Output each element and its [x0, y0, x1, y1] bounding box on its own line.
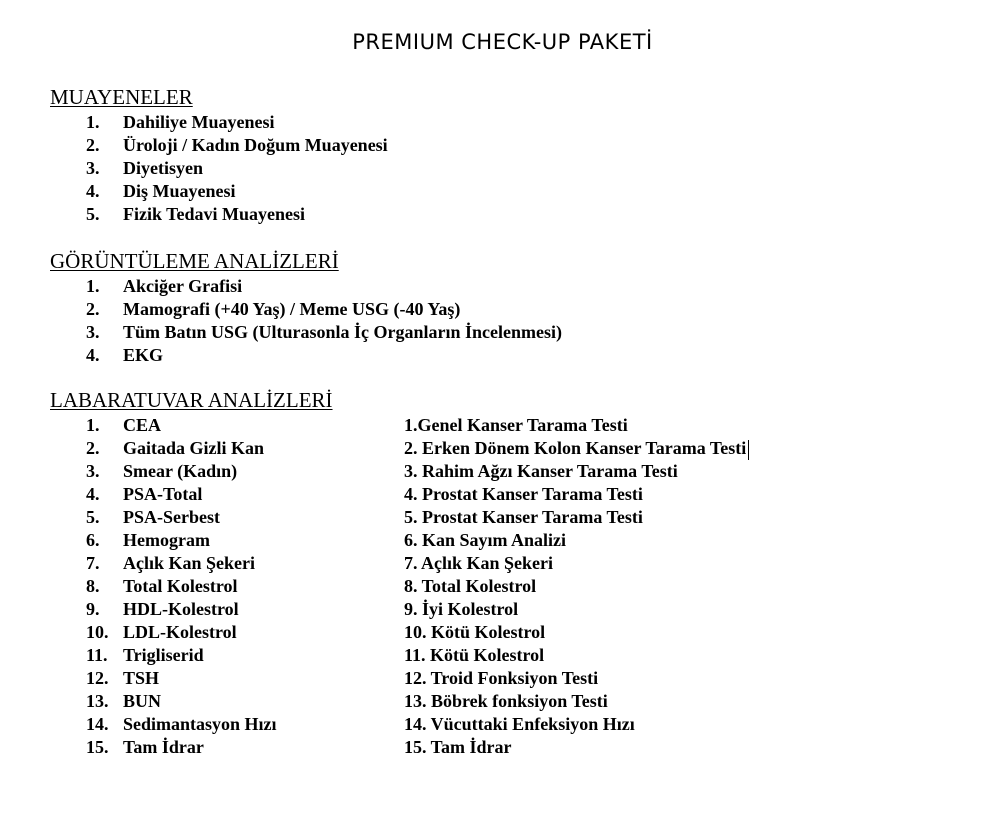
list-item	[86, 598, 277, 621]
list-item	[86, 552, 277, 575]
item-number: 2.	[86, 135, 100, 155]
list-item	[86, 667, 277, 690]
list-item	[86, 344, 562, 367]
item-text: Gaitada Gizli Kan	[123, 438, 265, 458]
item-number: 2.	[86, 299, 100, 319]
list-item	[86, 414, 277, 437]
item-text: HDL-Kolestrol	[123, 599, 239, 619]
item-text: Hemogram	[123, 530, 210, 550]
list-item	[86, 203, 388, 226]
list-item	[86, 575, 277, 598]
list-item	[86, 437, 277, 460]
item-number: 7.	[86, 553, 100, 573]
item-text: Fizik Tedavi Muayenesi	[123, 204, 306, 224]
section-heading-laboratuvar: LABARATUVAR ANALİZLERİ	[50, 388, 333, 412]
item-text: Smear (Kadın)	[123, 461, 238, 481]
item-text: Akciğer Grafisi	[123, 276, 243, 296]
description-item: 10. Kötü Kolestrol	[404, 622, 546, 642]
item-number: 3.	[86, 158, 100, 178]
list-item	[86, 483, 277, 506]
item-number: 4.	[86, 181, 100, 201]
page-title: PREMIUM CHECK-UP PAKETİ	[352, 30, 653, 54]
item-number: 12.	[86, 668, 109, 688]
item-text: Dahiliye Muayenesi	[123, 112, 275, 132]
item-number: 2.	[86, 438, 100, 458]
list-item	[86, 180, 388, 203]
item-number: 1.	[86, 276, 100, 296]
item-text: Mamografi (+40 Yaş) / Meme USG (-40 Yaş)	[123, 299, 461, 319]
item-text: Diş Muayenesi	[123, 181, 236, 201]
section-heading-goruntuleme: GÖRÜNTÜLEME ANALİZLERİ	[50, 249, 339, 273]
description-item: 4. Prostat Kanser Tarama Testi	[404, 484, 643, 504]
item-text: Diyetisyen	[123, 158, 203, 178]
description-item: 6. Kan Sayım Analizi	[404, 530, 567, 550]
item-text: PSA-Serbest	[123, 507, 220, 527]
item-number: 3.	[86, 322, 100, 342]
muayeneler-list	[86, 111, 388, 226]
item-number: 4.	[86, 484, 100, 504]
item-number: 11.	[86, 645, 108, 665]
item-number: 1.	[86, 112, 100, 132]
item-text: Sedimantasyon Hızı	[123, 714, 277, 734]
list-item	[86, 111, 388, 134]
item-text: CEA	[123, 415, 162, 435]
description-item: 11. Kötü Kolestrol	[404, 645, 545, 665]
item-text: Trigliserid	[123, 645, 204, 665]
item-number: 1.	[86, 415, 100, 435]
list-item	[86, 690, 277, 713]
item-number: 5.	[86, 204, 100, 224]
description-item	[404, 437, 749, 460]
description-item: 15. Tam İdrar	[404, 737, 512, 757]
item-number: 15.	[86, 737, 109, 757]
item-text: Açlık Kan Şekeri	[123, 553, 256, 573]
description-item: 14. Vücuttaki Enfeksiyon Hızı	[404, 714, 635, 734]
item-number: 6.	[86, 530, 100, 550]
item-text: Tüm Batın USG (Ulturasonla İç Organların İncelenmesi)	[123, 322, 563, 342]
item-text: LDL-Kolestrol	[123, 622, 237, 642]
description-item: 5. Prostat Kanser Tarama Testi	[404, 507, 643, 527]
item-number: 14.	[86, 714, 109, 734]
description-item: 13. Böbrek fonksiyon Testi	[404, 691, 608, 711]
description-item: 3. Rahim Ağzı Kanser Tarama Testi	[404, 461, 678, 481]
item-number: 5.	[86, 507, 100, 527]
section-heading-muayeneler: MUAYENELER	[50, 85, 193, 109]
description-item: 8. Total Kolestrol	[404, 576, 537, 596]
list-item	[86, 644, 277, 667]
description-item: 1.Genel Kanser Tarama Testi	[404, 415, 628, 435]
list-item	[86, 621, 277, 644]
list-item	[86, 321, 562, 344]
list-item	[86, 460, 277, 483]
list-item	[86, 506, 277, 529]
list-item	[86, 529, 277, 552]
item-text: Tam İdrar	[123, 737, 204, 757]
item-number: 10.	[86, 622, 109, 642]
item-text: BUN	[123, 691, 162, 711]
list-item	[86, 736, 277, 759]
item-number: 9.	[86, 599, 100, 619]
laboratuvar-list	[86, 414, 277, 759]
list-item	[86, 275, 562, 298]
item-number: 8.	[86, 576, 100, 596]
description-text: 2. Erken Dönem Kolon Kanser Tarama Testi	[404, 438, 747, 458]
list-item	[86, 134, 388, 157]
item-text: PSA-Total	[123, 484, 203, 504]
item-text: Üroloji / Kadın Doğum Muayenesi	[123, 135, 388, 155]
list-item	[86, 298, 562, 321]
laboratuvar-descriptions	[404, 414, 749, 759]
text-cursor	[748, 440, 749, 460]
item-text: Total Kolestrol	[123, 576, 238, 596]
item-text: EKG	[123, 345, 164, 365]
list-item	[86, 157, 388, 180]
item-number: 4.	[86, 345, 100, 365]
item-text: TSH	[123, 668, 160, 688]
list-item	[86, 713, 277, 736]
description-item: 12. Troid Fonksiyon Testi	[404, 668, 599, 688]
goruntuleme-list	[86, 275, 562, 367]
description-item: 7. Açlık Kan Şekeri	[404, 553, 554, 573]
item-number: 3.	[86, 461, 100, 481]
description-item: 9. İyi Kolestrol	[404, 599, 519, 619]
item-number: 13.	[86, 691, 109, 711]
